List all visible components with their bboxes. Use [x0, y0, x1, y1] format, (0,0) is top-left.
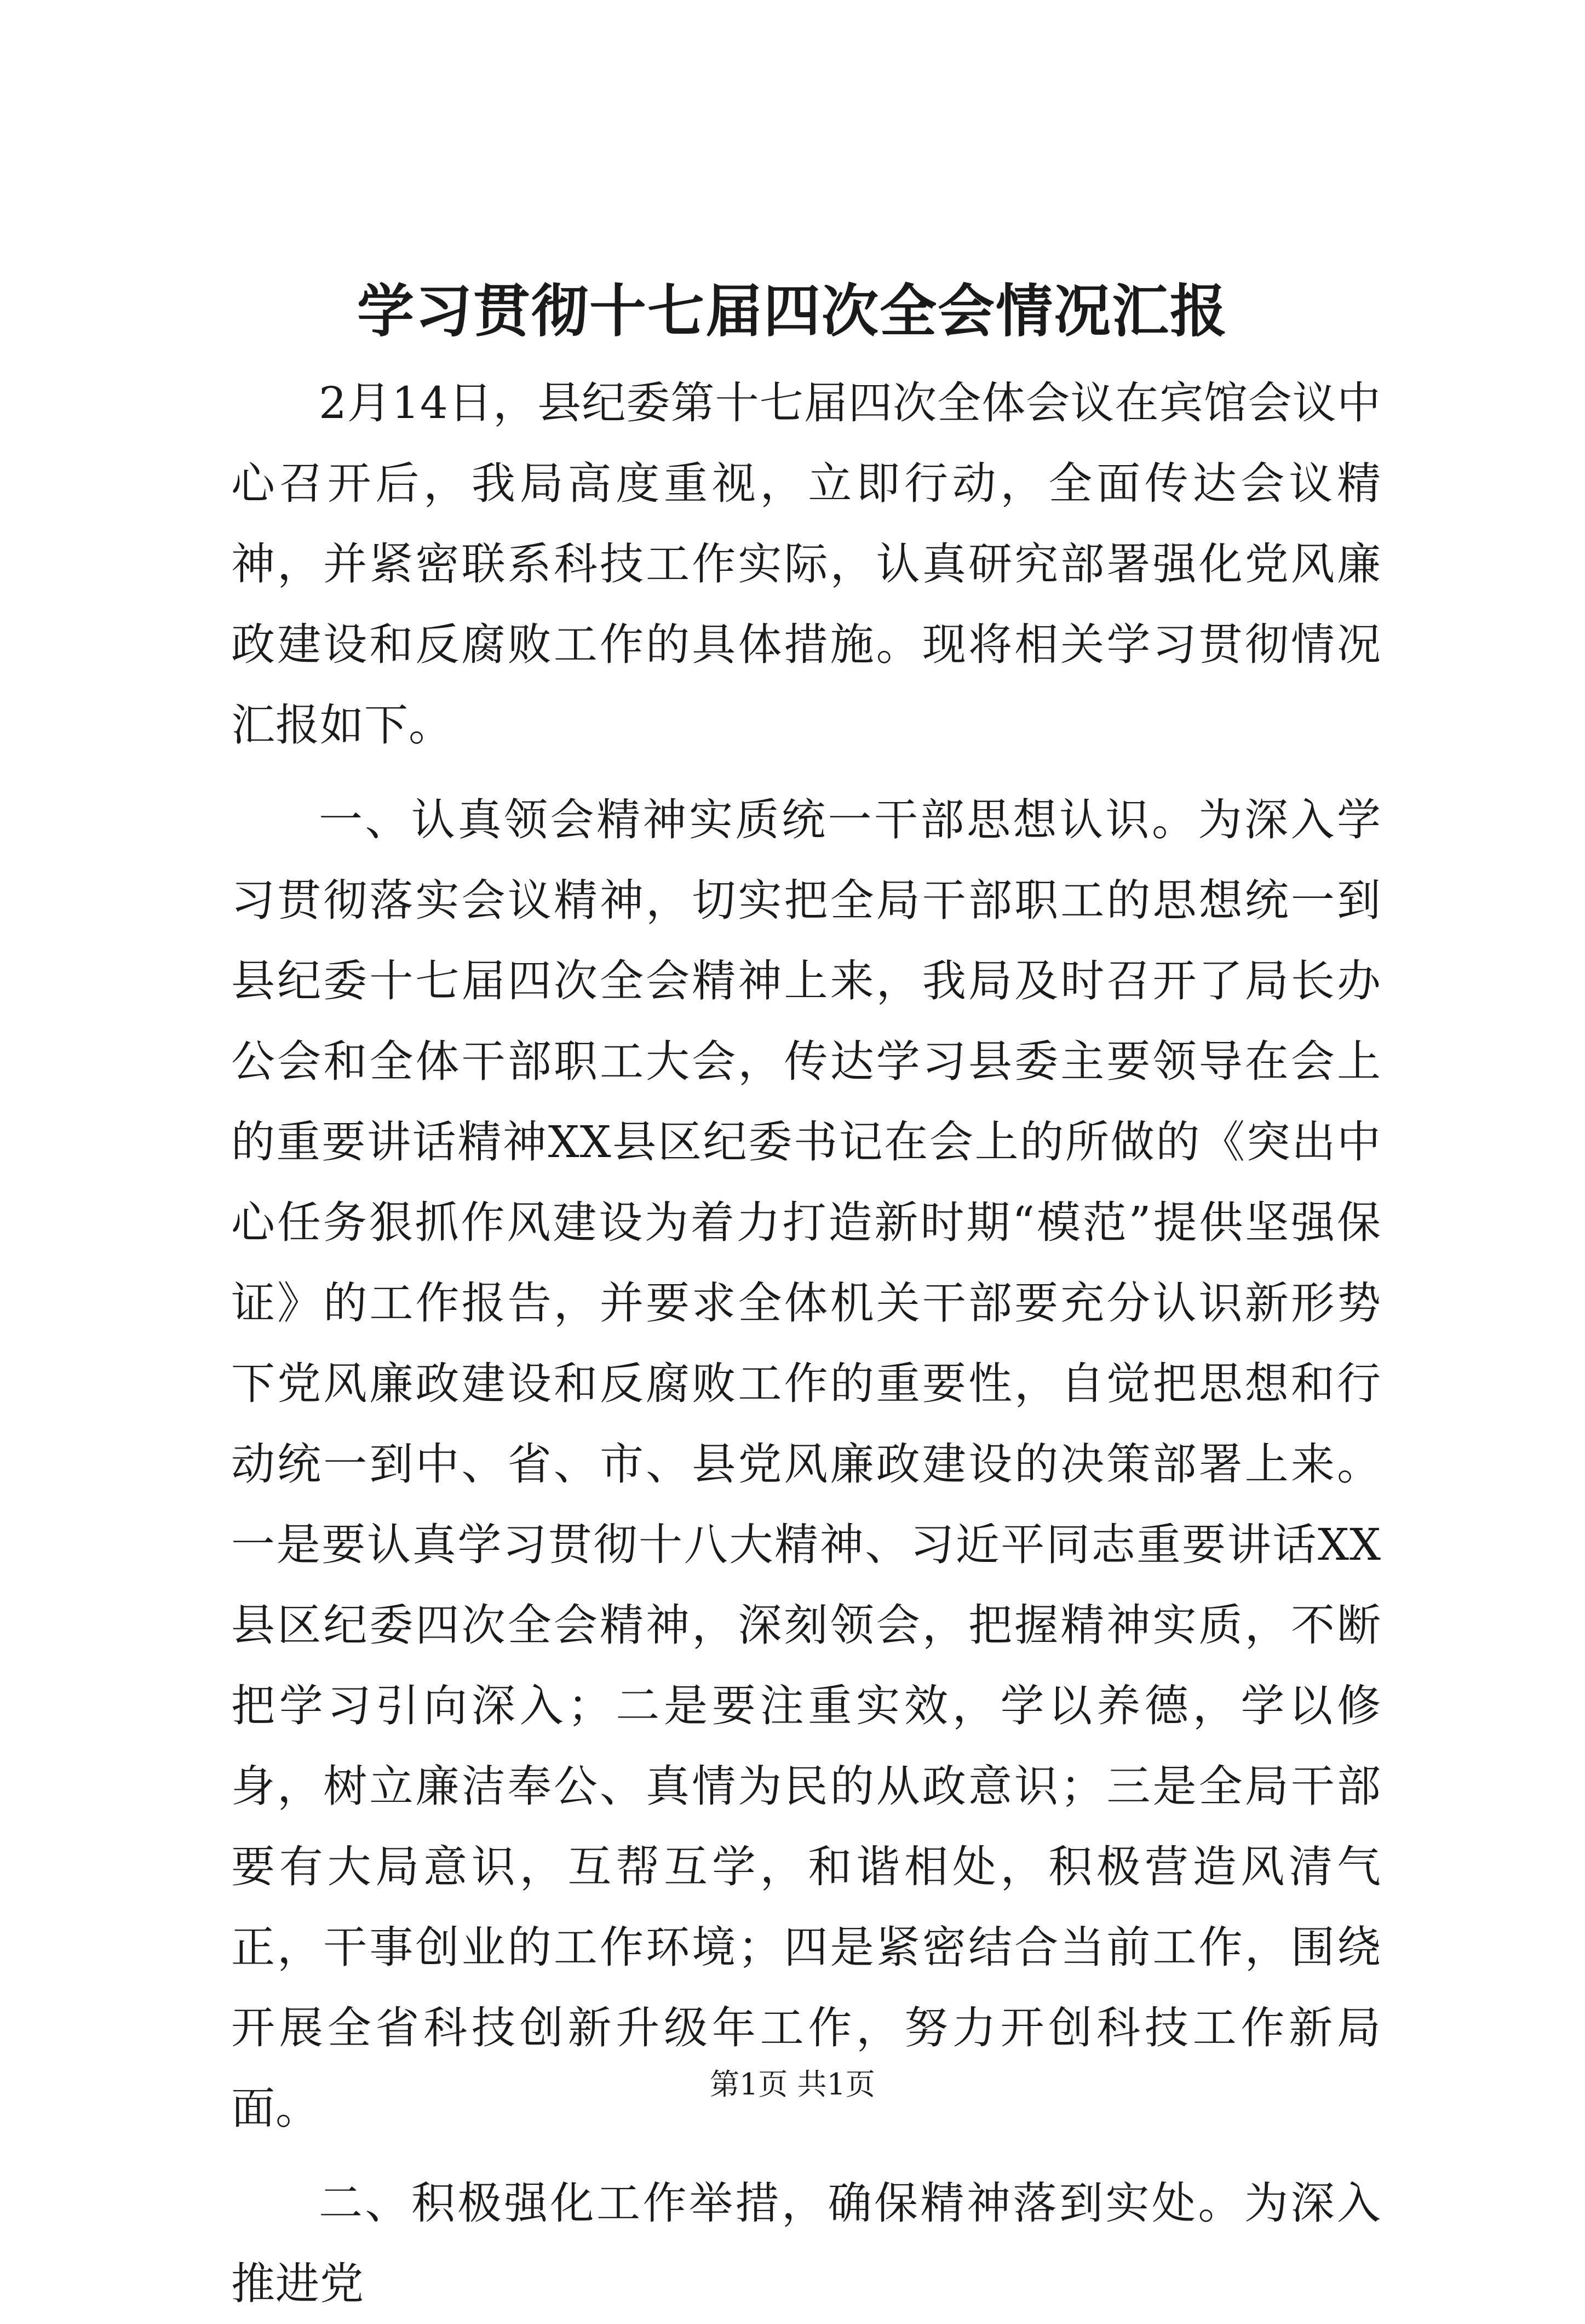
- paragraph-section-two: 二、积极强化工作举措，确保精神落到实处。为深入推进党: [231, 2178, 1381, 2309]
- page-number-footer: 第1页 共1页: [710, 2067, 875, 2102]
- document-body: [231, 363, 1381, 2324]
- paragraph-intro: 2月14日，县纪委第十七届四次全体会议在宾馆会议中心召开后，我局高度重视，立即行动，全面传达会议精神，并紧密联系科技工作实际，认真研究部署强化党风廉政建设和反腐败工作的具体措施。现将相关学习贯彻情况汇报如下。: [231, 377, 1381, 751]
- paragraph-section-one: 一、认真领会精神实质统一干部思想认识。为深入学习贯彻落实会议精神，切实把全局干部职工的思想统一到县纪委十七届四次全会精神上来，我局及时召开了局长办公会和全体干部职工大会，传达学习县委主要领导在会上的重要讲话精神XX县区纪委书记在会上的所做的《突出中心任务狠抓作风建设为着力打造新时期“模范”提供坚强保证》的工作报告，并要求全体机关干部要充分认识新形势下党风廉政建设和反腐败工作的重要性，自觉把思想和行动统一到中、省、市、县党风廉政建设的决策部署上来。一是要认真学习贯彻十八大精神、习近平同志重要讲话XX县区纪委四次全会精神，深刻领会，把握精神实质，不断把学习引向深入；二是要注重实效，学以养德，学以修身，树立廉洁奉公、真情为民的从政意识；三是全局干部要有大局意识，互帮互学，和谐相处，积极营造风清气正，干事创业的工作环境；四是紧密结合当前工作，围绕开展全省科技创新升级年工作，努力开创科技工作新局面。: [231, 794, 1381, 2134]
- document-title: 学习贯彻十七届四次全会情况汇报: [357, 277, 1228, 345]
